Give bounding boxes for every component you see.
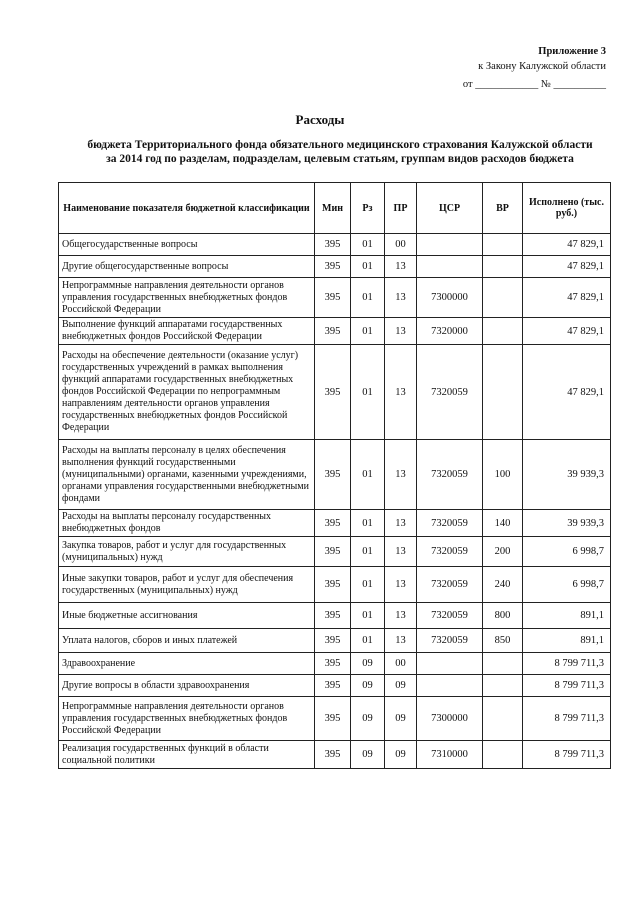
cell-vr: 850 (483, 629, 523, 653)
cell-rz: 09 (351, 741, 385, 769)
cell-pr: 09 (385, 741, 417, 769)
header-rz: Рз (351, 183, 385, 234)
table-row (59, 318, 611, 345)
cell-csr (417, 234, 483, 256)
cell-vr (483, 318, 523, 345)
cell-csr: 7300000 (417, 278, 483, 318)
cell-min: 395 (315, 440, 351, 510)
cell-min: 395 (315, 345, 351, 440)
header-min: Мин (315, 183, 351, 234)
cell-csr: 7320059 (417, 510, 483, 537)
cell-amount: 39 939,3 (523, 510, 611, 537)
cell-name: Общегосударственные вопросы (59, 234, 315, 256)
cell-csr: 7300000 (417, 697, 483, 741)
cell-min: 395 (315, 318, 351, 345)
date-label: от (462, 79, 473, 90)
cell-name: Здравоохранение (59, 653, 315, 675)
cell-min: 395 (315, 256, 351, 278)
header-vr: ВР (483, 183, 523, 234)
cell-min: 395 (315, 629, 351, 653)
cell-name: Уплата налогов, сборов и иных платежей (59, 629, 315, 653)
cell-min: 395 (315, 653, 351, 675)
cell-name: Иные закупки товаров, работ и услуг для обеспечения государственных (муниципальных) нужд (59, 567, 315, 603)
cell-min: 395 (315, 510, 351, 537)
cell-rz: 01 (351, 278, 385, 318)
appendix-number: Приложение 3 (538, 46, 606, 57)
cell-vr: 200 (483, 537, 523, 567)
cell-vr (483, 697, 523, 741)
cell-rz: 01 (351, 537, 385, 567)
cell-csr: 7310000 (417, 741, 483, 769)
cell-amount: 8 799 711,3 (523, 653, 611, 675)
cell-name: Другие вопросы в области здравоохранения (59, 675, 315, 697)
cell-csr (417, 256, 483, 278)
header-csr: ЦСР (417, 183, 483, 234)
table-row (59, 278, 611, 318)
cell-name: Непрограммные направления деятельности органов управления государственных внебюджетных фондов Российской Федерации (59, 278, 315, 318)
cell-vr: 100 (483, 440, 523, 510)
table-row (59, 345, 611, 440)
cell-name: Расходы на выплаты персоналу государственных внебюджетных фондов (59, 510, 315, 537)
cell-vr: 800 (483, 603, 523, 629)
cell-name: Выполнение функций аппаратами государственных внебюджетных фондов Российской Федерации (59, 318, 315, 345)
cell-vr (483, 256, 523, 278)
cell-pr: 13 (385, 318, 417, 345)
cell-min: 395 (315, 278, 351, 318)
cell-min: 395 (315, 675, 351, 697)
cell-amount: 8 799 711,3 (523, 741, 611, 769)
cell-rz: 01 (351, 318, 385, 345)
header-pr: ПР (385, 183, 417, 234)
cell-csr: 7320059 (417, 537, 483, 567)
table-row (59, 697, 611, 741)
cell-pr: 09 (385, 675, 417, 697)
cell-rz: 09 (351, 697, 385, 741)
appendix-block (478, 44, 606, 74)
cell-csr (417, 653, 483, 675)
cell-csr: 7320059 (417, 603, 483, 629)
cell-min: 395 (315, 603, 351, 629)
cell-min: 395 (315, 537, 351, 567)
cell-rz: 09 (351, 653, 385, 675)
cell-pr: 09 (385, 697, 417, 741)
cell-pr: 00 (385, 234, 417, 256)
subtitle-line-2: за 2014 год по разделам, подразделам, целевым статьям, группам видов расходов бюджета (106, 153, 574, 165)
table-row (59, 537, 611, 567)
appendix-law-ref: к Закону Калужской области (478, 61, 606, 72)
cell-pr: 13 (385, 629, 417, 653)
table-row (59, 675, 611, 697)
cell-pr: 13 (385, 537, 417, 567)
cell-pr: 13 (385, 567, 417, 603)
cell-csr: 7320000 (417, 318, 483, 345)
table-row (59, 741, 611, 769)
date-number-line (463, 79, 606, 90)
table-header-row (59, 183, 611, 234)
cell-csr (417, 675, 483, 697)
cell-rz: 01 (351, 256, 385, 278)
page-subtitle (70, 138, 610, 166)
table-row (59, 567, 611, 603)
cell-name: Реализация государственных функций в области социальной политики (59, 741, 315, 769)
cell-csr: 7320059 (417, 567, 483, 603)
cell-vr (483, 278, 523, 318)
cell-pr: 13 (385, 256, 417, 278)
cell-rz: 09 (351, 675, 385, 697)
cell-amount: 47 829,1 (523, 318, 611, 345)
number-label: № (540, 79, 551, 90)
cell-name: Закупка товаров, работ и услуг для государственных (муниципальных) нужд (59, 537, 315, 567)
cell-amount: 47 829,1 (523, 234, 611, 256)
date-blank: ____________ (475, 79, 539, 90)
header-name: Наименование показателя бюджетной классификации (59, 183, 315, 234)
cell-pr: 13 (385, 440, 417, 510)
table-row (59, 440, 611, 510)
cell-pr: 13 (385, 510, 417, 537)
cell-min: 395 (315, 567, 351, 603)
table-row (59, 234, 611, 256)
subtitle-line-1: бюджета Территориального фонда обязательного медицинского страхования Калужской области (87, 139, 593, 151)
cell-vr: 240 (483, 567, 523, 603)
number-blank: __________ (553, 79, 606, 90)
cell-min: 395 (315, 741, 351, 769)
table-row (59, 653, 611, 675)
cell-amount: 891,1 (523, 629, 611, 653)
cell-amount: 47 829,1 (523, 278, 611, 318)
cell-vr (483, 345, 523, 440)
cell-rz: 01 (351, 567, 385, 603)
cell-min: 395 (315, 697, 351, 741)
cell-pr: 13 (385, 603, 417, 629)
cell-rz: 01 (351, 603, 385, 629)
cell-rz: 01 (351, 629, 385, 653)
cell-vr (483, 234, 523, 256)
cell-amount: 8 799 711,3 (523, 675, 611, 697)
cell-rz: 01 (351, 345, 385, 440)
cell-name: Непрограммные направления деятельности органов управления государственных внебюджетных фондов Российской Федерации (59, 697, 315, 741)
cell-name: Расходы на обеспечение деятельности (оказание услуг) государственных учреждений в рамках выполнения функций аппаратами государственных внебюджетных фондов Российской Федерации по непрограммным направлениям деятельности органов управления государственных внебюджетных фондов Российской Федерации (59, 345, 315, 440)
cell-rz: 01 (351, 510, 385, 537)
cell-csr: 7320059 (417, 440, 483, 510)
table-row (59, 629, 611, 653)
cell-amount: 6 998,7 (523, 567, 611, 603)
cell-amount: 47 829,1 (523, 256, 611, 278)
cell-name: Другие общегосударственные вопросы (59, 256, 315, 278)
cell-amount: 8 799 711,3 (523, 697, 611, 741)
cell-vr: 140 (483, 510, 523, 537)
page-title: Расходы (295, 112, 345, 127)
cell-vr (483, 653, 523, 675)
cell-pr: 13 (385, 278, 417, 318)
cell-name: Расходы на выплаты персоналу в целях обеспечения выполнения функций государственными (муниципальными) органами, казенными учреждениями, органами управления государственными внебюджетными фондами (59, 440, 315, 510)
header-executed: Исполнено (тыс. руб.) (523, 183, 611, 234)
cell-pr: 00 (385, 653, 417, 675)
cell-csr: 7320059 (417, 345, 483, 440)
cell-pr: 13 (385, 345, 417, 440)
cell-amount: 891,1 (523, 603, 611, 629)
cell-amount: 39 939,3 (523, 440, 611, 510)
table-row (59, 603, 611, 629)
cell-rz: 01 (351, 440, 385, 510)
cell-csr: 7320059 (417, 629, 483, 653)
cell-vr (483, 741, 523, 769)
cell-amount: 47 829,1 (523, 345, 611, 440)
cell-amount: 6 998,7 (523, 537, 611, 567)
cell-vr (483, 675, 523, 697)
table-row (59, 256, 611, 278)
cell-name: Иные бюджетные ассигнования (59, 603, 315, 629)
cell-rz: 01 (351, 234, 385, 256)
expenses-table (58, 182, 611, 769)
cell-min: 395 (315, 234, 351, 256)
table-row (59, 510, 611, 537)
